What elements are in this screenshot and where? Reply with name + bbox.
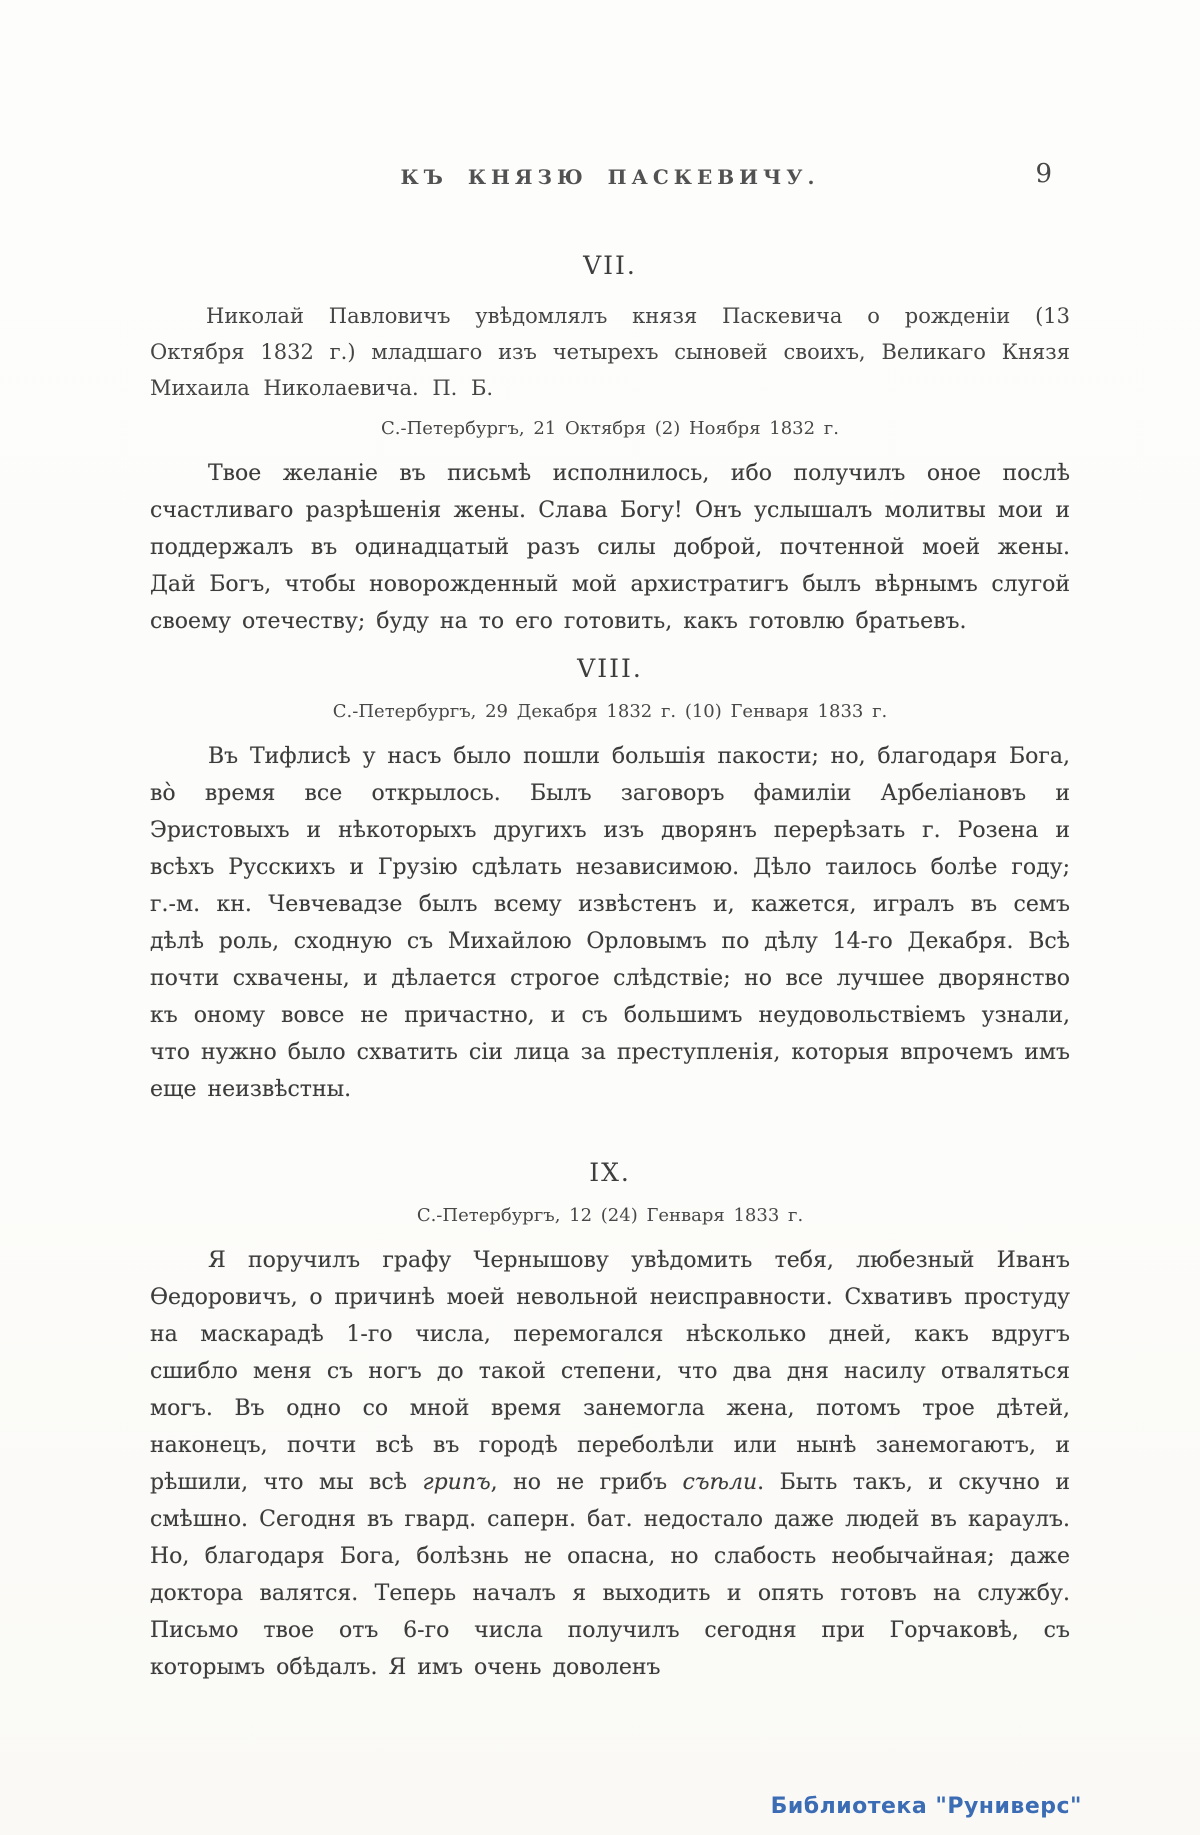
section-heading-viii: VIII. bbox=[577, 654, 643, 683]
page-number: 9 bbox=[1035, 159, 1052, 189]
section-heading-ix: IX. bbox=[589, 1158, 631, 1187]
section-vii bbox=[150, 251, 1070, 640]
dateline-vii: С.-Петербургъ, 21 Октября (2) Ноября 1832 г. bbox=[381, 418, 839, 439]
section-ix bbox=[150, 1158, 1070, 1686]
letter-body-viii: Въ Тифлисѣ у насъ было пошли большія пакости; но, благодаря Бога, во̀ время все открылось. Былъ заговоръ фамиліи Арбеліановъ и Эристовыхъ и нѣкоторыхъ другихъ изъ дворянъ перерѣзать г. Розена и всѣхъ Русскихъ и Грузію сдѣлать независимою. Дѣло таилось болѣе году; г.-м. кн. Чевчевадзе былъ всему извѣстенъ и, кажется, игралъ въ семъ дѣлѣ роль, сходную съ Михайлою Орловымъ по дѣлу 14-го Декабря. Всѣ почти схвачены, и дѣлается строгое слѣдствіе; но все лучшее дворянство къ оному вовсе не причастно, и съ большимъ неудовольствіемъ узнали, что нужно было схватить сіи лица за преступленія, которыя впрочемъ имъ еще неизвѣстны. bbox=[150, 744, 1071, 1102]
body-text-segment: Я поручилъ графу Чернышову увѣдомить тебя, любезный Иванъ Ѳедоровичъ, о причинѣ моей невольной неисправности. Схвативъ простуду на маскарадѣ 1-го числа, перемогался нѣсколько дней, какъ вдругъ сшибло меня съ ногъ до такой степени, что два дня насилу отваляться могъ. Въ одно со мной время занемогла жена, потомъ трое дѣтей, наконецъ, почти всѣ въ городѣ переболѣли или нынѣ занемогаютъ, и рѣшили, что мы всѣ bbox=[150, 1248, 1070, 1495]
page-header bbox=[150, 159, 1070, 197]
editorial-note: Николай Павловичъ увѣдомлялъ князя Паскевича о рожденіи (13 Октября 1832 г.) младшаго изъ четырехъ сыновей своихъ, Великаго Князя Михаила Николаевича. П. Б. bbox=[150, 304, 1070, 400]
body-text-segment: , но не грибъ bbox=[490, 1470, 683, 1495]
dateline-viii: С.-Петербургъ, 29 Декабря 1832 г. (10) Генваря 1833 г. bbox=[332, 701, 888, 722]
italic-word-sjeli: съѣли bbox=[682, 1470, 758, 1495]
runivers-watermark: Библиотека "Руниверс" bbox=[770, 1794, 1082, 1819]
italic-word-grip: грипъ bbox=[422, 1470, 491, 1495]
letter-body-vii: Твое желаніе въ письмѣ исполнилось, ибо получилъ оное послѣ счастливаго разрѣшенія жены. Слава Богу! Онъ услышалъ молитвы мои и поддержалъ въ одинадцатый разъ силы доброй, почтенной моей жены. Дай Богъ, чтобы новорожденный мой архистратигъ былъ вѣрнымъ слугой своему отечеству; буду на то его готовить, какъ готовлю братьевъ. bbox=[150, 461, 1070, 634]
section-heading-vii: VII. bbox=[583, 251, 637, 280]
letter-body-ix bbox=[150, 1242, 1070, 1686]
running-title: КЪ КНЯЗЮ ПАСКЕВИЧУ. bbox=[400, 165, 820, 189]
body-text-segment: . Быть такъ, и скучно и смѣшно. Сегодня въ гвард. саперн. бат. недостало даже людей въ караулъ. Но, благодаря Бога, болѣзнь не опасна, но слабость необычайная; даже доктора валятся. Теперь началъ я выходить и опять готовъ на службу. Письмо твое отъ 6-го числа получилъ сегодня при Горчаковѣ, съ которымъ обѣдалъ. Я имъ очень доволенъ bbox=[150, 1470, 1070, 1680]
dateline-ix: С.-Петербургъ, 12 (24) Генваря 1833 г. bbox=[416, 1205, 804, 1226]
section-viii bbox=[150, 654, 1070, 1108]
